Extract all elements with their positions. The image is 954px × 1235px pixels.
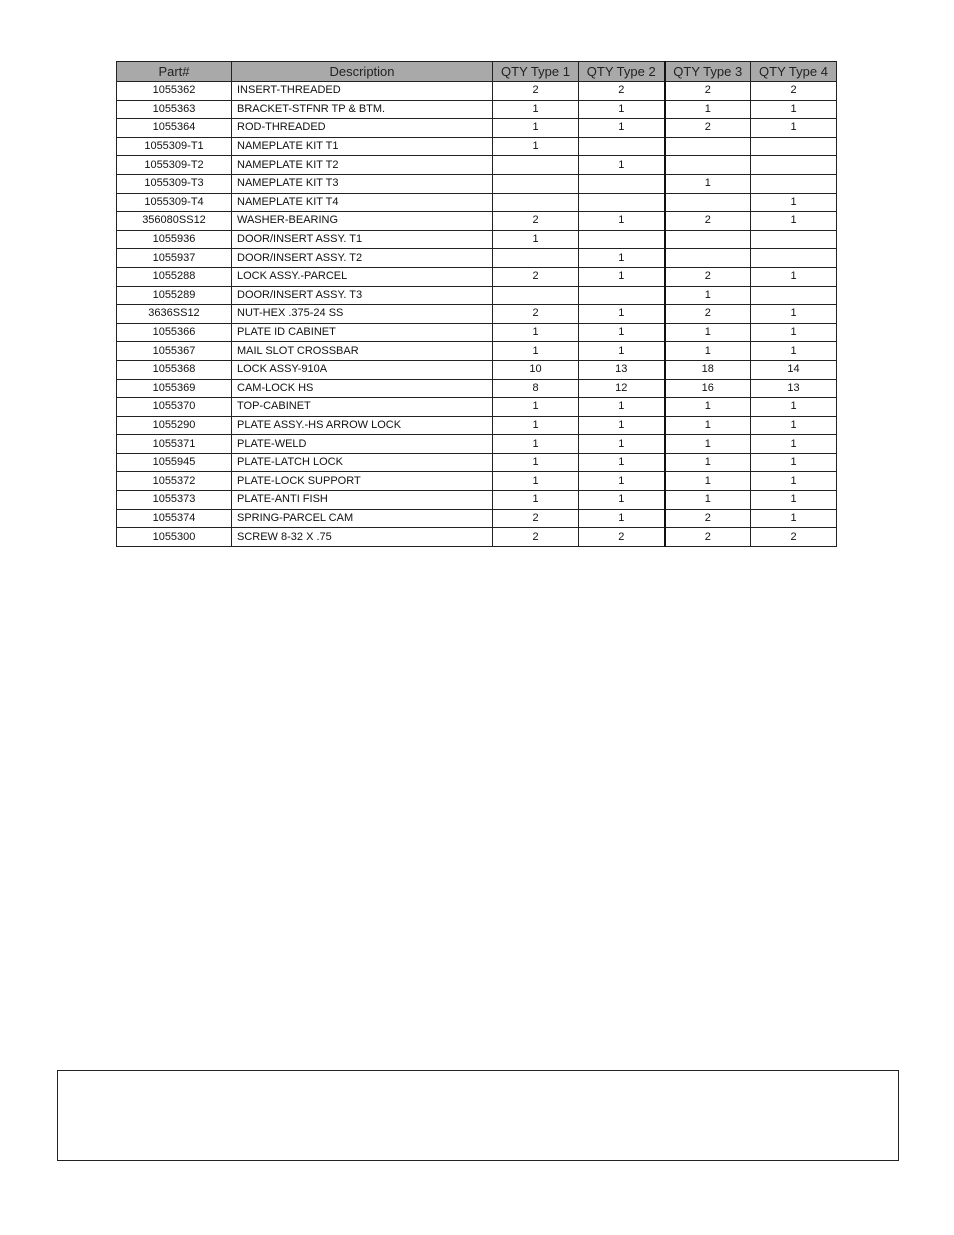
- table-row: [117, 509, 837, 528]
- qty-type-3-cell: 2: [665, 267, 751, 286]
- part-number-cell: 1055363: [117, 100, 232, 119]
- qty-type-2-cell: 12: [579, 379, 665, 398]
- qty-type-3-cell: 16: [665, 379, 751, 398]
- qty-type-4-cell: 1: [751, 305, 837, 324]
- description-cell: LOCK ASSY-910A: [232, 360, 493, 379]
- qty-type-1-cell: 1: [493, 137, 579, 156]
- table-row: [117, 193, 837, 212]
- description-cell: DOOR/INSERT ASSY. T3: [232, 286, 493, 305]
- qty-type-2-cell: 1: [579, 342, 665, 361]
- table-row: [117, 156, 837, 175]
- qty-type-3-cell: 1: [665, 286, 751, 305]
- qty-type-3-cell: 1: [665, 416, 751, 435]
- part-number-cell: 1055290: [117, 416, 232, 435]
- table-row: [117, 119, 837, 138]
- description-cell: CAM-LOCK HS: [232, 379, 493, 398]
- qty-type-4-cell: 14: [751, 360, 837, 379]
- qty-type-4-cell: 13: [751, 379, 837, 398]
- qty-type-2-cell: 1: [579, 100, 665, 119]
- qty-type-3-cell: 1: [665, 100, 751, 119]
- qty-type-2-cell: [579, 193, 665, 212]
- table-row: [117, 230, 837, 249]
- part-number-cell: 1055370: [117, 398, 232, 417]
- table-row: [117, 360, 837, 379]
- column-header-qty-type-1: QTY Type 1: [493, 62, 579, 82]
- qty-type-4-cell: 1: [751, 435, 837, 454]
- qty-type-1-cell: 2: [493, 267, 579, 286]
- qty-type-3-cell: 1: [665, 174, 751, 193]
- qty-type-2-cell: [579, 230, 665, 249]
- qty-type-2-cell: 2: [579, 528, 665, 547]
- qty-type-2-cell: 2: [579, 82, 665, 101]
- qty-type-3-cell: 1: [665, 435, 751, 454]
- qty-type-1-cell: 1: [493, 491, 579, 510]
- qty-type-3-cell: 2: [665, 509, 751, 528]
- column-header-qty-type-3: QTY Type 3: [665, 62, 751, 82]
- description-cell: SPRING-PARCEL CAM: [232, 509, 493, 528]
- qty-type-2-cell: 1: [579, 119, 665, 138]
- qty-type-4-cell: 1: [751, 509, 837, 528]
- qty-type-1-cell: [493, 249, 579, 268]
- qty-type-2-cell: 1: [579, 491, 665, 510]
- qty-type-2-cell: [579, 174, 665, 193]
- qty-type-4-cell: 1: [751, 119, 837, 138]
- part-number-cell: 356080SS12: [117, 212, 232, 231]
- description-cell: PLATE-ANTI FISH: [232, 491, 493, 510]
- qty-type-1-cell: 1: [493, 323, 579, 342]
- part-number-cell: 1055309-T3: [117, 174, 232, 193]
- qty-type-1-cell: 1: [493, 398, 579, 417]
- qty-type-2-cell: 1: [579, 472, 665, 491]
- description-cell: LOCK ASSY.-PARCEL: [232, 267, 493, 286]
- qty-type-2-cell: 1: [579, 453, 665, 472]
- description-cell: WASHER-BEARING: [232, 212, 493, 231]
- column-header-description: Description: [232, 62, 493, 82]
- table-row: [117, 528, 837, 547]
- part-number-cell: 1055372: [117, 472, 232, 491]
- qty-type-4-cell: 1: [751, 398, 837, 417]
- description-cell: ROD-THREADED: [232, 119, 493, 138]
- qty-type-1-cell: 2: [493, 82, 579, 101]
- part-number-cell: 1055366: [117, 323, 232, 342]
- qty-type-1-cell: 1: [493, 453, 579, 472]
- description-cell: NUT-HEX .375-24 SS: [232, 305, 493, 324]
- qty-type-3-cell: 1: [665, 398, 751, 417]
- part-number-cell: 1055300: [117, 528, 232, 547]
- part-number-cell: 1055364: [117, 119, 232, 138]
- qty-type-4-cell: 1: [751, 472, 837, 491]
- qty-type-4-cell: 1: [751, 491, 837, 510]
- qty-type-4-cell: [751, 137, 837, 156]
- qty-type-2-cell: [579, 137, 665, 156]
- qty-type-1-cell: 10: [493, 360, 579, 379]
- qty-type-2-cell: 1: [579, 305, 665, 324]
- part-number-cell: 3636SS12: [117, 305, 232, 324]
- qty-type-2-cell: 1: [579, 212, 665, 231]
- part-number-cell: 1055367: [117, 342, 232, 361]
- table-row: [117, 472, 837, 491]
- qty-type-1-cell: 1: [493, 342, 579, 361]
- qty-type-4-cell: 1: [751, 100, 837, 119]
- qty-type-2-cell: [579, 286, 665, 305]
- part-number-cell: 1055937: [117, 249, 232, 268]
- column-header-part: Part#: [117, 62, 232, 82]
- qty-type-3-cell: 1: [665, 453, 751, 472]
- table-row: [117, 212, 837, 231]
- qty-type-4-cell: 1: [751, 416, 837, 435]
- qty-type-1-cell: 1: [493, 100, 579, 119]
- part-number-cell: 1055945: [117, 453, 232, 472]
- table-header-row: [117, 62, 837, 82]
- description-cell: TOP-CABINET: [232, 398, 493, 417]
- part-number-cell: 1055373: [117, 491, 232, 510]
- column-header-qty-type-2: QTY Type 2: [579, 62, 665, 82]
- qty-type-4-cell: 1: [751, 453, 837, 472]
- description-cell: DOOR/INSERT ASSY. T2: [232, 249, 493, 268]
- qty-type-2-cell: 1: [579, 509, 665, 528]
- description-cell: NAMEPLATE KIT T2: [232, 156, 493, 175]
- qty-type-4-cell: 1: [751, 193, 837, 212]
- qty-type-3-cell: 2: [665, 528, 751, 547]
- qty-type-3-cell: [665, 137, 751, 156]
- qty-type-4-cell: [751, 286, 837, 305]
- qty-type-4-cell: 1: [751, 342, 837, 361]
- qty-type-2-cell: 13: [579, 360, 665, 379]
- qty-type-2-cell: 1: [579, 398, 665, 417]
- qty-type-4-cell: 2: [751, 528, 837, 547]
- description-cell: PLATE-WELD: [232, 435, 493, 454]
- qty-type-3-cell: [665, 156, 751, 175]
- table-row: [117, 267, 837, 286]
- description-cell: DOOR/INSERT ASSY. T1: [232, 230, 493, 249]
- description-cell: NAMEPLATE KIT T4: [232, 193, 493, 212]
- qty-type-4-cell: [751, 249, 837, 268]
- qty-type-2-cell: 1: [579, 435, 665, 454]
- description-cell: PLATE ASSY.-HS ARROW LOCK: [232, 416, 493, 435]
- qty-type-1-cell: [493, 174, 579, 193]
- table-row: [117, 491, 837, 510]
- qty-type-2-cell: 1: [579, 267, 665, 286]
- parts-table: [116, 61, 837, 547]
- column-header-qty-type-4: QTY Type 4: [751, 62, 837, 82]
- qty-type-1-cell: [493, 193, 579, 212]
- table-row: [117, 323, 837, 342]
- qty-type-4-cell: [751, 230, 837, 249]
- part-number-cell: 1055936: [117, 230, 232, 249]
- table-row: [117, 137, 837, 156]
- qty-type-3-cell: 1: [665, 323, 751, 342]
- qty-type-1-cell: 1: [493, 472, 579, 491]
- part-number-cell: 1055362: [117, 82, 232, 101]
- table-row: [117, 416, 837, 435]
- qty-type-2-cell: 1: [579, 323, 665, 342]
- table-row: [117, 286, 837, 305]
- description-cell: SCREW 8-32 X .75: [232, 528, 493, 547]
- table-row: [117, 379, 837, 398]
- qty-type-1-cell: 1: [493, 416, 579, 435]
- part-number-cell: 1055289: [117, 286, 232, 305]
- qty-type-3-cell: 1: [665, 491, 751, 510]
- table-row: [117, 249, 837, 268]
- qty-type-1-cell: [493, 156, 579, 175]
- note-box: [57, 1070, 899, 1161]
- qty-type-1-cell: 2: [493, 528, 579, 547]
- qty-type-3-cell: 1: [665, 342, 751, 361]
- qty-type-2-cell: 1: [579, 156, 665, 175]
- table-row: [117, 82, 837, 101]
- table-row: [117, 100, 837, 119]
- part-number-cell: 1055309-T4: [117, 193, 232, 212]
- table-row: [117, 398, 837, 417]
- part-number-cell: 1055371: [117, 435, 232, 454]
- qty-type-4-cell: [751, 174, 837, 193]
- qty-type-3-cell: 2: [665, 212, 751, 231]
- description-cell: PLATE ID CABINET: [232, 323, 493, 342]
- qty-type-2-cell: 1: [579, 416, 665, 435]
- qty-type-1-cell: 8: [493, 379, 579, 398]
- qty-type-3-cell: 18: [665, 360, 751, 379]
- description-cell: INSERT-THREADED: [232, 82, 493, 101]
- table-row: [117, 453, 837, 472]
- qty-type-1-cell: 1: [493, 119, 579, 138]
- table-row: [117, 342, 837, 361]
- qty-type-1-cell: 1: [493, 435, 579, 454]
- qty-type-4-cell: 2: [751, 82, 837, 101]
- description-cell: BRACKET-STFNR TP & BTM.: [232, 100, 493, 119]
- table-row: [117, 435, 837, 454]
- description-cell: PLATE-LATCH LOCK: [232, 453, 493, 472]
- qty-type-1-cell: 2: [493, 305, 579, 324]
- table-row: [117, 305, 837, 324]
- qty-type-3-cell: 2: [665, 119, 751, 138]
- part-number-cell: 1055288: [117, 267, 232, 286]
- qty-type-4-cell: [751, 156, 837, 175]
- qty-type-2-cell: 1: [579, 249, 665, 268]
- qty-type-1-cell: 2: [493, 509, 579, 528]
- qty-type-4-cell: 1: [751, 212, 837, 231]
- part-number-cell: 1055309-T2: [117, 156, 232, 175]
- qty-type-3-cell: [665, 193, 751, 212]
- qty-type-1-cell: 2: [493, 212, 579, 231]
- description-cell: NAMEPLATE KIT T1: [232, 137, 493, 156]
- qty-type-1-cell: [493, 286, 579, 305]
- description-cell: PLATE-LOCK SUPPORT: [232, 472, 493, 491]
- qty-type-1-cell: 1: [493, 230, 579, 249]
- qty-type-3-cell: 2: [665, 82, 751, 101]
- qty-type-4-cell: 1: [751, 323, 837, 342]
- qty-type-3-cell: 2: [665, 305, 751, 324]
- qty-type-3-cell: 1: [665, 472, 751, 491]
- part-number-cell: 1055374: [117, 509, 232, 528]
- description-cell: MAIL SLOT CROSSBAR: [232, 342, 493, 361]
- qty-type-3-cell: [665, 249, 751, 268]
- part-number-cell: 1055369: [117, 379, 232, 398]
- part-number-cell: 1055309-T1: [117, 137, 232, 156]
- qty-type-3-cell: [665, 230, 751, 249]
- table-row: [117, 174, 837, 193]
- qty-type-4-cell: 1: [751, 267, 837, 286]
- table-body: [117, 82, 837, 547]
- part-number-cell: 1055368: [117, 360, 232, 379]
- description-cell: NAMEPLATE KIT T3: [232, 174, 493, 193]
